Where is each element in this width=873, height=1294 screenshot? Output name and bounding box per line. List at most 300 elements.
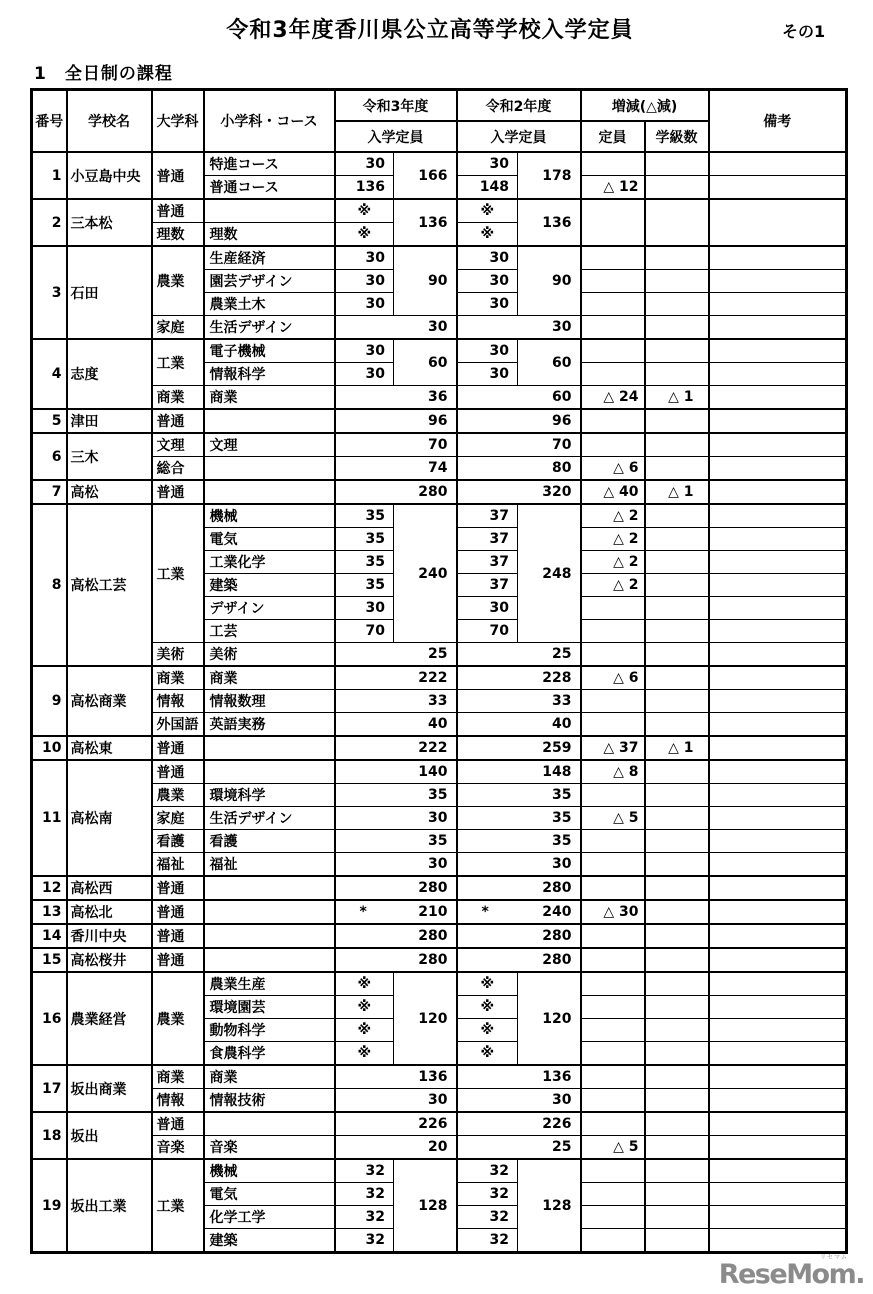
cell-remarks	[709, 386, 847, 410]
table-row	[32, 316, 847, 340]
cell-capacity: 259	[457, 736, 581, 760]
cell-course: 美術	[204, 643, 335, 667]
cell-capacity: 128	[394, 1159, 457, 1253]
cell-department: 普通	[152, 409, 204, 433]
cell-department: 普通	[152, 480, 204, 504]
cell-capacity: 280	[457, 876, 581, 900]
cell-department: 普通	[152, 199, 204, 223]
cell-capacity: 280	[335, 924, 457, 948]
cell-capacity: 140	[335, 760, 457, 784]
cell-capacity: 226	[457, 1112, 581, 1136]
cell-capacity-note: ※	[457, 223, 518, 247]
cell-change-classes	[645, 597, 709, 620]
cell-course: 看護	[204, 830, 335, 853]
cell-change-capacity	[581, 363, 645, 386]
cell-change-capacity	[581, 152, 645, 176]
cell-course: 工芸	[204, 620, 335, 643]
cell-remarks	[709, 713, 847, 737]
cell-capacity: 32	[457, 1183, 518, 1206]
cell-change-classes	[645, 528, 709, 551]
table-row	[32, 690, 847, 713]
cell-capacity: 40	[335, 713, 457, 737]
cell-school-number: 3	[32, 246, 67, 339]
cell-change-classes	[645, 409, 709, 433]
cell-remarks	[709, 528, 847, 551]
cell-capacity: 136	[457, 1065, 581, 1089]
cell-capacity: 30	[335, 316, 457, 340]
table-row	[32, 1136, 847, 1160]
cell-remarks	[709, 1042, 847, 1066]
cell-capacity: 96	[457, 409, 581, 433]
cell-change-classes	[645, 784, 709, 807]
cell-capacity: 30	[457, 1089, 581, 1113]
cell-change-classes: △ 1	[645, 736, 709, 760]
cell-course: 商業	[204, 386, 335, 410]
table-row	[32, 409, 847, 433]
header-change: 増減(△減)	[581, 90, 709, 122]
cell-remarks	[709, 1019, 847, 1042]
cell-department: 普通	[152, 152, 204, 199]
cell-capacity: 35	[457, 807, 581, 830]
cell-department: 総合	[152, 457, 204, 481]
header-change-capacity: 定員	[581, 121, 645, 152]
cell-capacity: 25	[457, 1136, 581, 1160]
cell-department: 普通	[152, 736, 204, 760]
cell-school-name: 高松工芸	[67, 504, 152, 666]
cell-change-capacity: △ 6	[581, 457, 645, 481]
cell-capacity: 35	[335, 504, 394, 528]
cell-capacity: 30	[457, 853, 581, 877]
cell-remarks	[709, 176, 847, 200]
cell-change-classes	[645, 457, 709, 481]
cell-capacity: 30	[457, 293, 518, 316]
table-row	[32, 713, 847, 737]
cell-remarks	[709, 504, 847, 528]
cell-change-classes	[645, 760, 709, 784]
cell-course: 文理	[204, 433, 335, 457]
cell-change-capacity	[581, 597, 645, 620]
cell-capacity: 37	[457, 528, 518, 551]
cell-course: 動物科学	[204, 1019, 335, 1042]
cell-change-classes	[645, 246, 709, 270]
cell-change-capacity	[581, 972, 645, 996]
cell-course: 特進コース	[204, 152, 335, 176]
cell-capacity-note: ※	[335, 1042, 394, 1066]
cell-school-number: 9	[32, 666, 67, 736]
cell-capacity: 80	[457, 457, 581, 481]
cell-remarks	[709, 736, 847, 760]
cell-capacity-note: ※	[457, 972, 518, 996]
cell-change-capacity	[581, 316, 645, 340]
cell-remarks	[709, 1206, 847, 1229]
cell-capacity: 166	[394, 152, 457, 199]
cell-school-number: 16	[32, 972, 67, 1065]
cell-capacity: 70	[335, 433, 457, 457]
cell-capacity: 60	[457, 386, 581, 410]
capacity-value: 210	[418, 904, 448, 920]
cell-course: 農業土木	[204, 293, 335, 316]
resemom-logo	[718, 1254, 864, 1290]
cell-change-capacity	[581, 784, 645, 807]
cell-capacity: 40	[457, 713, 581, 737]
table-row	[32, 853, 847, 877]
cell-department: 普通	[152, 948, 204, 972]
cell-remarks	[709, 1065, 847, 1089]
cell-capacity: 35	[457, 830, 581, 853]
admission-capacity-table	[30, 88, 848, 1254]
cell-department: 福祉	[152, 853, 204, 877]
cell-change-capacity	[581, 1042, 645, 1066]
cell-capacity-note: ※	[335, 199, 394, 223]
cell-change-classes	[645, 853, 709, 877]
cell-course: 生活デザイン	[204, 807, 335, 830]
cell-department: 普通	[152, 900, 204, 924]
cell-school-number: 15	[32, 948, 67, 972]
cell-change-classes	[645, 504, 709, 528]
cell-remarks	[709, 972, 847, 996]
cell-department: 普通	[152, 924, 204, 948]
cell-course	[204, 409, 335, 433]
table-row	[32, 784, 847, 807]
cell-course	[204, 736, 335, 760]
cell-remarks	[709, 246, 847, 270]
cell-capacity: 128	[518, 1159, 581, 1253]
cell-capacity: 30	[335, 363, 394, 386]
cell-remarks	[709, 948, 847, 972]
cell-capacity: 280	[335, 876, 457, 900]
cell-change-capacity: △ 24	[581, 386, 645, 410]
cell-department: 文理	[152, 433, 204, 457]
cell-capacity: 136	[335, 1065, 457, 1089]
cell-remarks	[709, 551, 847, 574]
cell-remarks	[709, 1136, 847, 1160]
cell-change-classes	[645, 690, 709, 713]
cell-change-capacity	[581, 690, 645, 713]
cell-change-capacity: △ 6	[581, 666, 645, 690]
cell-change-capacity: △ 8	[581, 760, 645, 784]
cell-capacity: 36	[335, 386, 457, 410]
cell-change-classes	[645, 574, 709, 597]
cell-change-capacity	[581, 433, 645, 457]
cell-capacity: 320	[457, 480, 581, 504]
cell-course: 商業	[204, 1065, 335, 1089]
table-row	[32, 339, 847, 363]
cell-capacity-note: ※	[457, 1019, 518, 1042]
cell-change-classes	[645, 270, 709, 293]
cell-course: 理数	[204, 223, 335, 247]
cell-change-capacity	[581, 713, 645, 737]
cell-department: 普通	[152, 876, 204, 900]
cell-change-classes	[645, 551, 709, 574]
cell-change-capacity: △ 2	[581, 528, 645, 551]
cell-capacity: 136	[394, 199, 457, 246]
cell-capacity: 70	[457, 433, 581, 457]
table-row	[32, 830, 847, 853]
cell-course: 工業化学	[204, 551, 335, 574]
cell-remarks	[709, 784, 847, 807]
cell-department: 音楽	[152, 1136, 204, 1160]
cell-capacity: 226	[335, 1112, 457, 1136]
cell-capacity: 136	[335, 176, 394, 200]
cell-remarks	[709, 199, 847, 246]
cell-capacity-note: ※	[335, 972, 394, 996]
cell-school-name: 坂出	[67, 1112, 152, 1159]
cell-school-name: 高松桜井	[67, 948, 152, 972]
cell-course: 食農科学	[204, 1042, 335, 1066]
cell-school-name: 三本松	[67, 199, 152, 246]
table-row	[32, 1089, 847, 1113]
cell-school-name: 津田	[67, 409, 152, 433]
cell-capacity: 280	[457, 924, 581, 948]
cell-remarks	[709, 620, 847, 643]
cell-course: 電気	[204, 528, 335, 551]
cell-change-classes	[645, 1112, 709, 1136]
cell-school-name: 高松	[67, 480, 152, 504]
logo-text: ReseMom.	[718, 1259, 864, 1290]
cell-capacity: 90	[518, 246, 581, 316]
cell-change-classes	[645, 1065, 709, 1089]
cell-change-classes	[645, 433, 709, 457]
cell-capacity: 35	[335, 784, 457, 807]
header-school-name: 学校名	[67, 90, 152, 153]
cell-change-capacity: △ 2	[581, 574, 645, 597]
cell-remarks	[709, 339, 847, 363]
cell-change-classes	[645, 293, 709, 316]
cell-remarks	[709, 293, 847, 316]
cell-change-classes	[645, 830, 709, 853]
cell-capacity: 25	[335, 643, 457, 667]
cell-change-capacity	[581, 409, 645, 433]
cell-course: 商業	[204, 666, 335, 690]
cell-school-name: 坂出商業	[67, 1065, 152, 1112]
cell-course: 生産経済	[204, 246, 335, 270]
cell-department: 理数	[152, 223, 204, 247]
cell-capacity: 74	[335, 457, 457, 481]
cell-change-classes	[645, 1159, 709, 1183]
cell-department: 農業	[152, 784, 204, 807]
cell-remarks	[709, 1089, 847, 1113]
cell-school-name: 農業経営	[67, 972, 152, 1065]
cell-course	[204, 760, 335, 784]
cell-change-capacity	[581, 339, 645, 363]
section-heading: 1 全日制の課程	[34, 64, 173, 84]
cell-change-classes	[645, 643, 709, 667]
cell-department: 情報	[152, 1089, 204, 1113]
cell-capacity: 35	[335, 830, 457, 853]
page-number-label: その1	[782, 22, 826, 41]
cell-school-name: 高松商業	[67, 666, 152, 736]
cell-change-capacity: △ 30	[581, 900, 645, 924]
cell-change-capacity	[581, 1183, 645, 1206]
header-remarks: 備考	[709, 90, 847, 153]
cell-course: 英語実務	[204, 713, 335, 737]
cell-department: 商業	[152, 386, 204, 410]
cell-capacity: 96	[335, 409, 457, 433]
cell-school-number: 13	[32, 900, 67, 924]
cell-course: 園芸デザイン	[204, 270, 335, 293]
cell-school-name: 高松北	[67, 900, 152, 924]
cell-capacity: 70	[335, 620, 394, 643]
cell-change-classes	[645, 972, 709, 996]
cell-change-capacity: △ 5	[581, 1136, 645, 1160]
cell-change-capacity	[581, 293, 645, 316]
cell-department: 農業	[152, 972, 204, 1065]
cell-course: 環境園芸	[204, 996, 335, 1019]
cell-change-classes	[645, 176, 709, 200]
cell-change-capacity	[581, 1112, 645, 1136]
cell-capacity: 280	[457, 948, 581, 972]
header-reiwa3-year: 令和3年度	[335, 90, 457, 122]
cell-capacity: 30	[335, 1089, 457, 1113]
cell-capacity: 32	[457, 1229, 518, 1253]
cell-course: 普通コース	[204, 176, 335, 200]
cell-course: 建築	[204, 574, 335, 597]
cell-change-capacity	[581, 246, 645, 270]
cell-change-capacity: △ 37	[581, 736, 645, 760]
cell-capacity: 30	[335, 853, 457, 877]
cell-course	[204, 948, 335, 972]
cell-department: 家庭	[152, 807, 204, 830]
cell-school-number: 5	[32, 409, 67, 433]
cell-change-classes	[645, 948, 709, 972]
cell-capacity: 280	[335, 948, 457, 972]
table-row	[32, 876, 847, 900]
cell-capacity: 25	[457, 643, 581, 667]
cell-capacity: 20	[335, 1136, 457, 1160]
cell-change-classes	[645, 666, 709, 690]
cell-capacity: 30	[335, 246, 394, 270]
header-number: 番号	[35, 114, 64, 130]
cell-capacity-note: ※	[335, 1019, 394, 1042]
header-department: 大学科	[152, 90, 204, 153]
cell-school-name: 志度	[67, 339, 152, 409]
cell-change-classes	[645, 620, 709, 643]
cell-school-name: 高松西	[67, 876, 152, 900]
cell-capacity: 30	[457, 246, 518, 270]
cell-remarks	[709, 924, 847, 948]
table-row	[32, 1159, 847, 1183]
cell-capacity: 33	[335, 690, 457, 713]
cell-change-classes	[645, 1042, 709, 1066]
cell-capacity: 60	[394, 339, 457, 386]
cell-change-capacity	[581, 643, 645, 667]
asterisk-note: *	[481, 904, 489, 920]
cell-remarks	[709, 643, 847, 667]
cell-change-capacity	[581, 1019, 645, 1042]
header-change-classes: 学級数	[645, 121, 709, 152]
table-row	[32, 1065, 847, 1089]
capacity-value: 240	[542, 904, 572, 920]
cell-change-capacity	[581, 199, 645, 246]
cell-capacity: 32	[457, 1206, 518, 1229]
cell-remarks	[709, 807, 847, 830]
header-capacity-r2: 入学定員	[457, 121, 581, 152]
cell-capacity: 32	[335, 1206, 394, 1229]
cell-department: 看護	[152, 830, 204, 853]
cell-capacity: 240	[394, 504, 457, 643]
cell-school-name: 三木	[67, 433, 152, 480]
cell-department: 農業	[152, 246, 204, 316]
cell-department: 工業	[152, 1159, 204, 1253]
cell-course: 福祉	[204, 853, 335, 877]
cell-capacity: 30	[457, 270, 518, 293]
cell-change-capacity	[581, 270, 645, 293]
cell-change-capacity	[581, 876, 645, 900]
cell-school-name: 高松東	[67, 736, 152, 760]
table-row	[32, 736, 847, 760]
header-capacity-r3: 入学定員	[335, 121, 457, 152]
cell-course	[204, 457, 335, 481]
cell-capacity: 32	[457, 1159, 518, 1183]
cell-capacity: 222	[335, 666, 457, 690]
cell-capacity: 35	[335, 551, 394, 574]
cell-department: 商業	[152, 666, 204, 690]
table-row	[32, 480, 847, 504]
header-reiwa2-year: 令和2年度	[457, 90, 581, 122]
cell-course: 情報数理	[204, 690, 335, 713]
cell-capacity: 60	[518, 339, 581, 386]
cell-change-classes	[645, 1019, 709, 1042]
cell-school-number: 12	[32, 876, 67, 900]
cell-change-classes	[645, 1206, 709, 1229]
cell-department: 商業	[152, 1065, 204, 1089]
cell-change-capacity	[581, 1206, 645, 1229]
cell-remarks	[709, 666, 847, 690]
cell-department: 外国語	[152, 713, 204, 737]
cell-remarks	[709, 760, 847, 784]
cell-change-capacity: △ 5	[581, 807, 645, 830]
cell-capacity-note: ※	[335, 996, 394, 1019]
cell-school-number: 18	[32, 1112, 67, 1159]
cell-change-classes	[645, 152, 709, 176]
cell-capacity: 120	[518, 972, 581, 1065]
cell-capacity: 35	[335, 528, 394, 551]
cell-change-classes	[645, 924, 709, 948]
cell-change-capacity	[581, 924, 645, 948]
cell-course	[204, 199, 335, 223]
cell-capacity: 178	[518, 152, 581, 199]
table-row	[32, 948, 847, 972]
cell-school-number: 6	[32, 433, 67, 480]
cell-department: 工業	[152, 339, 204, 386]
cell-school-number: 11	[32, 760, 67, 876]
cell-school-number: 2	[32, 199, 67, 246]
cell-change-classes	[645, 996, 709, 1019]
asterisk-note: *	[359, 904, 367, 920]
cell-school-name: 小豆島中央	[67, 152, 152, 199]
cell-change-classes	[645, 713, 709, 737]
cell-course: 情報技術	[204, 1089, 335, 1113]
cell-change-classes	[645, 807, 709, 830]
cell-capacity: 32	[335, 1229, 394, 1253]
table-row	[32, 152, 847, 176]
cell-course: 電子機械	[204, 339, 335, 363]
cell-capacity: 90	[394, 246, 457, 316]
cell-course: 環境科学	[204, 784, 335, 807]
cell-remarks	[709, 690, 847, 713]
cell-change-classes	[645, 1136, 709, 1160]
table-row	[32, 900, 847, 924]
cell-change-classes	[645, 1183, 709, 1206]
cell-capacity: 30	[457, 363, 518, 386]
cell-capacity: 248	[518, 504, 581, 643]
cell-capacity: 148	[457, 760, 581, 784]
cell-change-capacity	[581, 1089, 645, 1113]
cell-capacity: 222	[335, 736, 457, 760]
cell-change-capacity: △ 2	[581, 551, 645, 574]
cell-capacity: 30	[335, 152, 394, 176]
cell-course	[204, 480, 335, 504]
